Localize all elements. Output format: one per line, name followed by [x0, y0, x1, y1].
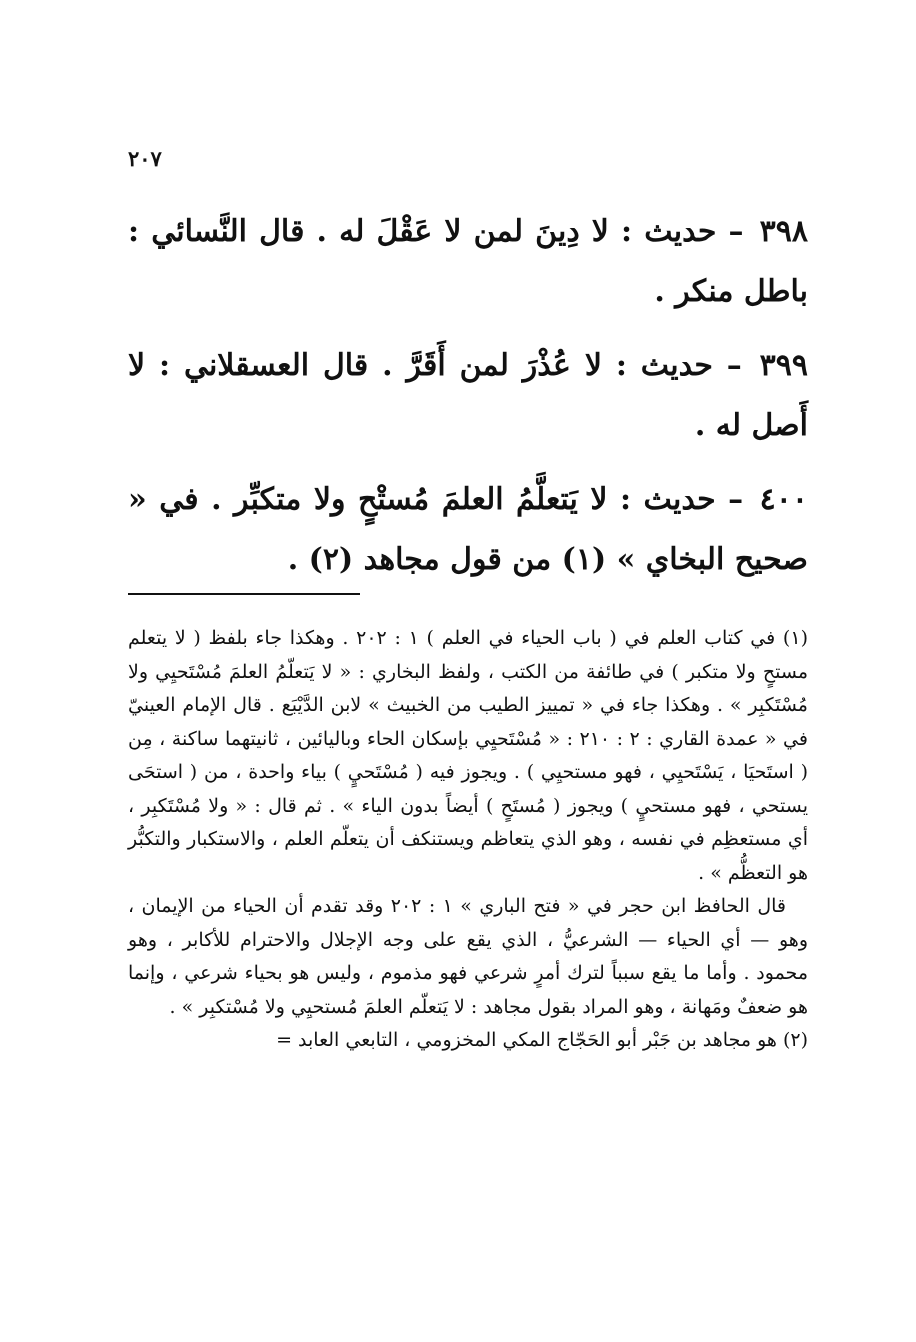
hadith-entry [128, 336, 808, 456]
entry-text: – حديث : لا عُذْرَ لمن أَقَرَّ . قال العسقلاني : لا أَصل له . [128, 348, 808, 443]
footnotes [128, 622, 808, 1058]
entry-number: ٣٩٩ [759, 348, 808, 383]
entry-text: – حديث : لا يَتعلَّمُ العلمَ مُستْحٍ ولا متكبِّر . في « صحيح البخاي » (١) من قول مجاهد (٢) . [128, 482, 808, 577]
footnote-2: (٢) هو مجاهد بن جَبْر أبو الحَجّاج المكي المخزومي ، التابعي العابد = [276, 1029, 808, 1051]
hadith-entries [128, 202, 808, 604]
footnote-divider [128, 593, 360, 595]
footnote-1-continuation: قال الحافظ ابن حجر في « فتح الباري » ١ : ٢٠٢ وقد تقدم أن الحياء من الإيمان ، وهو — أي الحياء — الشرعيُّ ، الذي يقع على وجه الإجلال والاحترام للأكابر ، وهو محمود . وأما ما يقع سبباً لترك أمرٍ شرعي فهو مذموم ، وليس هو بحياء شرعي ، وإنما هو ضعفٌ ومَهانة ، وهو المراد بقول مجاهد : لا يَتعلّم العلمَ مُستحيِي ولا مُسْتكبِر » . [128, 895, 808, 1018]
footnote-1: (١) في كتاب العلم في ( باب الحياء في العلم ) ١ : ٢٠٢ . وهكذا جاء بلفظ ( لا يتعلم مستحٍ ولا متكبر ) في طائفة من الكتب ، ولفظ البخاري : « لا يَتعلّمُ العلمَ مُسْتَحيِي ولا مُسْتَكبِر » . وهكذا جاء في « تمييز الطيب من الخبيث » لابن الدَّيْبَع . قال الإمام العينيّ في « عمدة القاري : ٢ : ٢١٠ : « مُسْتَحيِي بإسكان الحاء وباليائين ، ثانيتهما ساكنة ، مِن ( استَحيَا ، يَسْتَحيِي ، فهو مستحيِي ) . ويجوز فيه ( مُسْتَحيٍ ) بياء واحدة ، من ( استحَى يستحي ، فهو مستحيٍ ) ويجوز ( مُستَحٍ ) أيضاً بدون الياء » . ثم قال : « ولا مُسْتَكبِر ، أي مستعظِم في نفسه ، وهو الذي يتعاظم ويستنكف أن يتعلّم العلم ، والاستكبار والتكبُّر هو التعظُّم » . [128, 627, 808, 884]
book-page [128, 140, 808, 1220]
hadith-entry [128, 470, 808, 590]
entry-text: – حديث : لا دِينَ لمن لا عَقْلَ له . قال النَّسائي : باطل منكر . [128, 214, 808, 309]
entry-number: ٤٠٠ [759, 482, 808, 517]
hadith-entry [128, 202, 808, 322]
page-number: ٢٠٧ [128, 146, 162, 171]
entry-number: ٣٩٨ [759, 214, 808, 249]
